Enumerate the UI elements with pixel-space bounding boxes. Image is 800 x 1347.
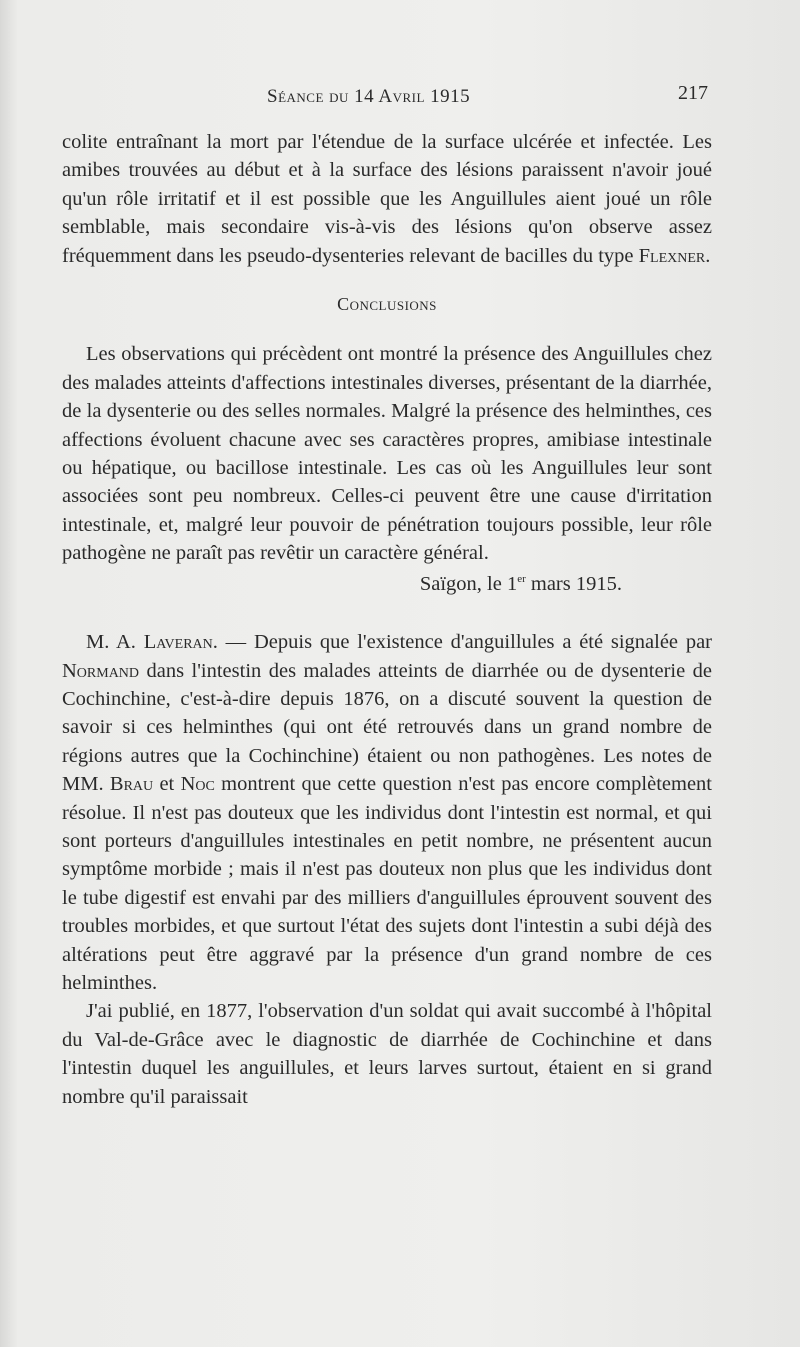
conclusions-paragraph: Les observations qui précèdent ont montré la présence des Anguillules chez des malades atteints d'affections intestinales diverses, présentant de la diarrhée, de la dysenterie ou des selles normales. Malgré la présence des helminthes, ces affections évoluent chacune avec ses caractères propres, amibiase intestinale ou hépatique, ou bacillose intestinale. Les cas où les Anguillules leur sont associées sont peu nombreux. Celles-ci peuvent être une cause d'irritation intestinale, et, malgré leur pouvoir de pénétration toujours possible, leur rôle pathogène ne paraît pas revêtir un caractère général. — [62, 343, 712, 565]
paragraph-gap — [62, 598, 712, 628]
discussion-paragraph: M. A. Laveran. — Depuis que l'existence d'anguillules a été signalée par Normand dans l'intestin des malades atteints de diarrhée ou de dysenterie de Cochinchine, c'est-à-dire depuis 1876, on a discuté souvent la question de savoir si ces helminthes (qui ont été retrouvés dans un grand nombre de régions autres que la Cochinchine) étaient ou non pathogènes. Les notes de MM. Brau et Noc montrent que cette question n'est pas encore complètement résolue. Il n'est pas douteux que les individus dont l'intestin est normal, et qui sont porteurs d'anguillules intestinales en petit nombre, ne présentent aucun symptôme morbide ; mais il n'est pas douteux non plus que les individus dont le tube digestif est envahi par des milliers d'anguillules éprouvent souvent des troubles morbides, et que surtout l'état des sujets dont l'intestin a subi déjà des altérations peut être aggravé par la présence d'un grand nombre de ces helminthes. — [62, 631, 712, 994]
discussion-paragraph-2: J'ai publié, en 1877, l'observation d'un soldat qui avait succombé à l'hôpital du Val-de-Grâce avec le diagnostic de diarrhée de Cochinchine et dans l'intestin duquel les anguillules, et leurs larves surtout, étaient en si grand nombre qu'il paraissait — [62, 1000, 712, 1108]
author-name-flexner: Flexner — [638, 244, 706, 267]
body-text — [62, 128, 712, 1111]
author-name-brau: Brau — [109, 773, 154, 796]
speaker-name: Laveran — [143, 631, 213, 654]
author-name-noc: Noc — [180, 773, 215, 796]
section-heading: Conclusions — [337, 294, 437, 315]
page-number: 217 — [678, 82, 708, 104]
page-header — [62, 82, 712, 112]
signature-line: Saïgon, le 1er mars 1915. — [419, 572, 622, 595]
paragraph-continuation: colite entraînant la mort par l'étendue de la surface ulcérée et infectée. Les amibes trouvées au début et à la surface des lésions paraissent n'avoir joué qu'un rôle irritatif et il est possible que les Anguillules aient joué un rôle semblable, mais secondaire vis-à-vis des lésions qu'on observe assez fréquemment dans les pseudo-dysenteries relevant de bacilles du type Flexner. — [62, 131, 712, 267]
author-name-normand: Normand — [62, 659, 140, 682]
running-title: Séance du 14 Avril 1915 — [267, 86, 471, 107]
